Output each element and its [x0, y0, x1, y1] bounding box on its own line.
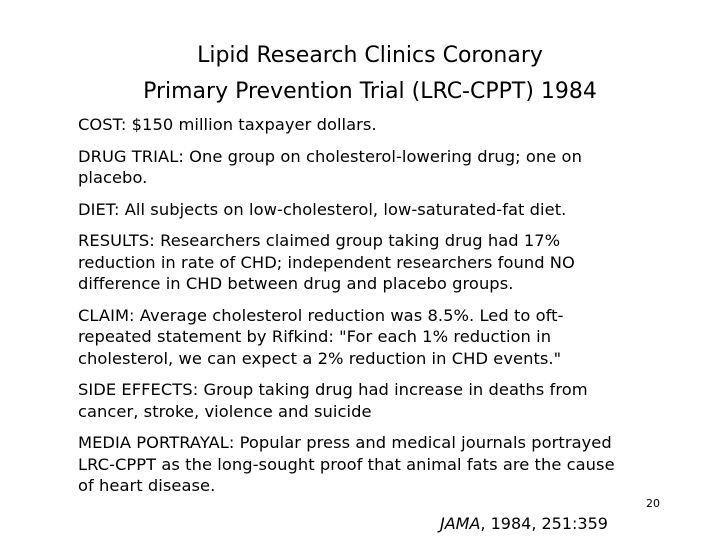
results-line: RESULTS: Researchers claimed group taking drug had 17%	[78, 231, 561, 250]
drug-trial-line: DRUG TRIAL: One group on cholesterol-lowering drug; one on	[78, 146, 582, 166]
cost-paragraph	[78, 114, 678, 136]
drug-trial-paragraph	[78, 146, 678, 189]
media-portrayal-line: LRC-CPPT as the long-sought proof that animal fats are the cause	[78, 454, 615, 474]
side-effects-line: cancer, stroke, violence and suicide	[78, 401, 372, 421]
side-effects-line: SIDE EFFECTS: Group taking drug had increase in deaths from	[78, 380, 588, 399]
claim-line: cholesterol, we can expect a 2% reduction in CHD events."	[78, 348, 562, 368]
media-portrayal-line: of heart disease.	[78, 476, 216, 495]
diet-paragraph	[78, 199, 678, 221]
claim-line: CLAIM: Average cholesterol reduction was 8.5%. Led to oft-	[78, 305, 564, 325]
citation-details: , 1984, 251:359	[480, 514, 608, 533]
claim-line: repeated statement by Rifkind: "For each 1% reduction in	[78, 327, 552, 346]
page-number: 20	[646, 497, 660, 510]
cost-line: COST: $150 million taxpayer dollars.	[78, 115, 377, 134]
media-portrayal-paragraph	[78, 432, 678, 497]
title-line-1: Lipid Research Clinics Coronary	[197, 43, 543, 68]
side-effects-paragraph	[78, 379, 678, 422]
title-line-2: Primary Prevention Trial (LRC-CPPT) 1984	[143, 79, 597, 104]
slide-title	[0, 38, 720, 110]
results-line: difference in CHD between drug and placebo groups.	[78, 274, 514, 293]
slide-body	[78, 114, 678, 507]
media-portrayal-line: MEDIA PORTRAYAL: Popular press and medical journals portrayed	[78, 433, 612, 452]
citation	[440, 514, 608, 533]
results-line: reduction in rate of CHD; independent researchers found NO	[78, 252, 575, 272]
citation-journal: JAMA	[440, 514, 481, 533]
drug-trial-line: placebo.	[78, 168, 148, 187]
diet-line: DIET: All subjects on low-cholesterol, low-saturated-fat diet.	[78, 199, 567, 219]
results-paragraph	[78, 230, 678, 295]
claim-paragraph	[78, 305, 678, 370]
